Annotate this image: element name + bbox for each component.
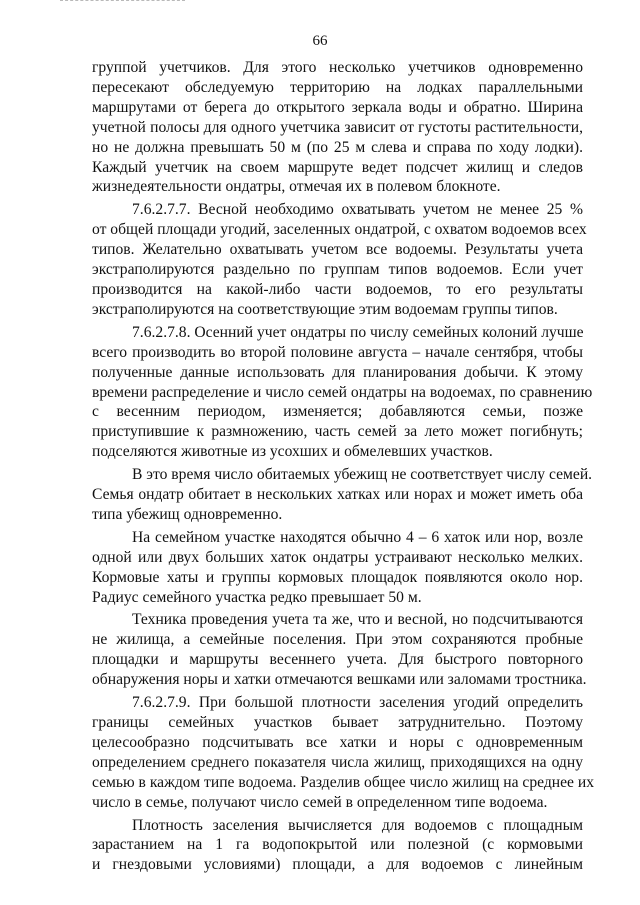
text-line: Семья ондатр обитает в нескольких хатках или норах и может иметь оба xyxy=(92,486,583,504)
text-line: Радиус семейного участка редко превышает 50 м. xyxy=(92,588,422,606)
text-line: жизнедеятельности ондатры, отмечая их в полевом блокноте. xyxy=(92,178,501,196)
text-line: На семейном участке находятся обычно 4 – 6 хаток или нор, возле xyxy=(132,528,583,546)
text-line: Кормовые хаты и группы кормовых площадок появляются около нор. xyxy=(92,568,583,586)
paragraph xyxy=(92,58,583,197)
text-line: определением среднего показателя числа жилищ, приходящихся на одну xyxy=(92,753,583,771)
text-line: типа убежищ одновременно. xyxy=(92,505,283,523)
text-line: приступившие к размножению, часть семей за лето может погибнуть; xyxy=(92,423,583,441)
text-line: не жилища, а семейные поселения. При этом сохраняются пробные xyxy=(92,631,583,649)
paragraph xyxy=(92,610,587,690)
text-line: экстраполируются на соответствующие этим водоемам группы типов. xyxy=(92,300,558,318)
text-line: Техника проведения учета та же, что и весной, но подсчитываются xyxy=(132,611,583,629)
text-line: производится на какой-либо части водоемов, то его результаты xyxy=(92,280,583,298)
text-line: целесообразно подсчитывать все хатки и норы с одновременным xyxy=(92,733,583,751)
text-line: от общей площади угодий, заселенных ондатрой, с охватом водоемов всех xyxy=(92,221,587,239)
text-line: семью в каждом типе водоема. Разделив общее число жилищ на среднее их xyxy=(92,773,594,791)
text-line: подселяются животные из усохших и обмелевших участков. xyxy=(92,443,493,461)
text-line: 7.6.2.7.9. При большой плотности заселения угодий определить xyxy=(132,694,583,712)
text-line: учетной полосы для одного учетчика зависит от густоты растительности, xyxy=(92,118,583,136)
text-line: времени распределение и число семей ондатры на водоемах, по сравнению xyxy=(92,383,593,401)
document-body xyxy=(92,58,594,878)
text-line: 7.6.2.7.8. Осенний учет ондатры по числу семейных колоний лучше xyxy=(132,323,584,341)
text-line: Плотность заселения вычисляется для водоемов с площадным xyxy=(132,816,583,834)
paragraph xyxy=(92,693,594,812)
text-line: типов. Желательно охватывать учетом все водоемы. Результаты учета xyxy=(92,241,583,259)
text-line: пересекают обследуемую территорию на лодках параллельными xyxy=(92,78,583,96)
text-line: но не должна превышать 50 м (по 25 м слева и справа по ходу лодки). xyxy=(92,138,583,156)
paragraph xyxy=(92,465,593,525)
text-line: экстраполируются раздельно по группам типов водоемов. Если учет xyxy=(92,261,583,279)
text-line: зарастанием на 1 га водопокрытой или полезной (с кормовыми xyxy=(92,836,583,854)
text-line: одной или двух больших хаток ондатры устраивают несколько мелких. xyxy=(92,548,583,566)
text-line: всего производить во второй половине августа – начале сентября, чтобы xyxy=(92,343,583,361)
paragraph xyxy=(92,528,583,608)
paragraph xyxy=(92,200,587,319)
text-line: и гнездовыми условиями) площади, а для водоемов с линейным xyxy=(92,856,583,874)
text-line: площадки и маршруты весеннего учета. Для быстрого повторного xyxy=(92,651,583,669)
text-line: В это время число обитаемых убежищ не соответствует числу семей. xyxy=(132,466,593,484)
paragraph xyxy=(92,323,593,462)
page-number: 66 xyxy=(312,33,328,49)
text-line: группой учетчиков. Для этого несколько учетчиков одновременно xyxy=(92,59,583,76)
scan-edge-line xyxy=(60,0,185,1)
text-line: полученные данные использовать для планирования добычи. К этому xyxy=(92,363,583,381)
text-line: число в семье, получают число семей в определенном типе водоема. xyxy=(92,793,548,811)
text-line: с весенним периодом, изменяется; добавляются семьи, позже xyxy=(92,403,583,421)
paragraph xyxy=(92,816,583,876)
text-line: обнаружения норы и хатки отмечаются вешками или заломами тростника. xyxy=(92,671,587,689)
text-line: границы семейных участков бывает затруднительно. Поэтому xyxy=(92,714,583,731)
text-line: Каждый учетчик на своем маршруте ведет подсчет жилищ и следов xyxy=(92,158,583,176)
text-line: маршрутами от берега до открытого зеркала воды и обратно. Ширина xyxy=(92,98,583,116)
text-line: 7.6.2.7.7. Весной необходимо охватывать учетом не менее 25 % xyxy=(132,201,583,219)
